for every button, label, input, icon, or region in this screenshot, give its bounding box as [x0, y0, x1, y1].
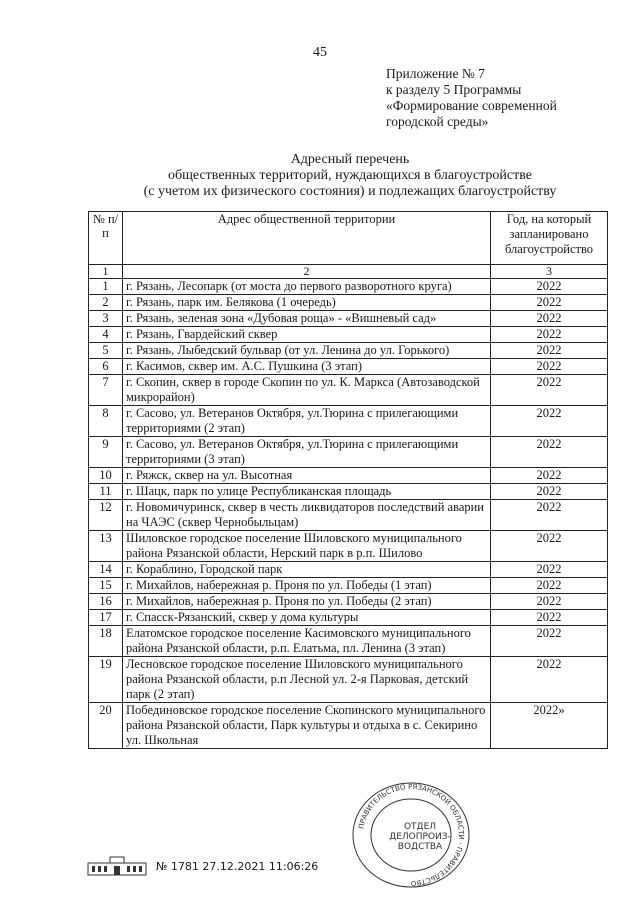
- row-number: 16: [89, 594, 123, 610]
- row-year: 2022: [491, 279, 608, 295]
- row-address: г. Шацк, парк по улице Республиканская площадь: [123, 484, 491, 500]
- territory-table: [88, 211, 608, 749]
- row-number: 1: [89, 279, 123, 295]
- title-line-3: (с учетом их физического состояния) и подлежащих благоустройству: [143, 184, 557, 199]
- row-address: Елатомское городское поселение Касимовского муниципального района Рязанской области, р.п. Елатьма, пл. Ленина (3 этап): [123, 626, 491, 657]
- table-row: [89, 484, 608, 500]
- table-row: [89, 327, 608, 343]
- header-address: Адрес общественной территории: [123, 212, 491, 265]
- table-row: [89, 594, 608, 610]
- row-year: 2022: [491, 500, 608, 531]
- row-address: г. Рязань, Лыбедский бульвар (от ул. Ленина до ул. Горького): [123, 343, 491, 359]
- row-year: 2022: [491, 295, 608, 311]
- document-title: [0, 152, 640, 200]
- row-year: 2022: [491, 359, 608, 375]
- building-emblem-icon: [86, 855, 148, 877]
- row-number: 6: [89, 359, 123, 375]
- registration-number: № 1781 27.12.2021 11:06:26: [156, 859, 319, 873]
- row-number: 2: [89, 295, 123, 311]
- row-address: г. Рязань, Гвардейский сквер: [123, 327, 491, 343]
- index-cell: 2: [123, 265, 491, 279]
- row-address: г. Скопин, сквер в городе Скопин по ул. К. Маркса (Автозаводской микрорайон): [123, 375, 491, 406]
- row-number: 12: [89, 500, 123, 531]
- svg-text:ПРАВИТЕЛЬСТВО РЯЗАНСКОЙ ОБЛАСТ: ПРАВИТЕЛЬСТВО РЯЗАНСКОЙ ОБЛАСТИ · ПРАВИТЕЛЬСТВО: [357, 782, 466, 888]
- row-address: г. Ряжск, сквер на ул. Высотная: [123, 468, 491, 484]
- index-cell: 1: [89, 265, 123, 279]
- row-year: 2022»: [491, 703, 608, 749]
- table-row: [89, 703, 608, 749]
- row-number: 8: [89, 406, 123, 437]
- row-year: 2022: [491, 375, 608, 406]
- row-number: 5: [89, 343, 123, 359]
- row-year: 2022: [491, 311, 608, 327]
- row-number: 4: [89, 327, 123, 343]
- row-number: 17: [89, 610, 123, 626]
- appendix-caption: [386, 66, 557, 130]
- appendix-line-3: «Формирование современной: [386, 98, 557, 113]
- seal-center-text: ОТДЕЛ ДЕЛОПРОИЗ- ВОДСТВА: [389, 822, 451, 852]
- row-address: г. Рязань, парк им. Белякова (1 очередь): [123, 295, 491, 311]
- row-address: Побединовское городское поселение Скопинского муниципального района Рязанской области, Парк культуры и отдыха в с. Секирино ул. Школьная: [123, 703, 491, 749]
- row-number: 13: [89, 531, 123, 562]
- row-year: 2022: [491, 626, 608, 657]
- row-number: 3: [89, 311, 123, 327]
- header-number: № п/п: [89, 212, 123, 265]
- row-year: 2022: [491, 562, 608, 578]
- table-row: [89, 657, 608, 703]
- row-address: г. Кораблино, Городской парк: [123, 562, 491, 578]
- row-address: г. Спасск-Рязанский, сквер у дома культуры: [123, 610, 491, 626]
- table-row: [89, 500, 608, 531]
- row-number: 14: [89, 562, 123, 578]
- table-row: [89, 610, 608, 626]
- table-row: [89, 311, 608, 327]
- row-address: г. Михайлов, набережная р. Проня по ул. Победы (2 этап): [123, 594, 491, 610]
- row-number: 10: [89, 468, 123, 484]
- row-number: 20: [89, 703, 123, 749]
- row-number: 18: [89, 626, 123, 657]
- table-row: [89, 468, 608, 484]
- appendix-line-2: к разделу 5 Программы: [386, 82, 522, 97]
- table-row: [89, 359, 608, 375]
- row-year: 2022: [491, 531, 608, 562]
- table-row: [89, 375, 608, 406]
- table-row: [89, 437, 608, 468]
- row-year: 2022: [491, 484, 608, 500]
- table-row: [89, 626, 608, 657]
- row-year: 2022: [491, 437, 608, 468]
- table-row: [89, 295, 608, 311]
- row-year: 2022: [491, 657, 608, 703]
- row-number: 11: [89, 484, 123, 500]
- row-number: 19: [89, 657, 123, 703]
- appendix-line-4: городской среды»: [386, 114, 489, 129]
- table-row: [89, 406, 608, 437]
- row-year: 2022: [491, 594, 608, 610]
- table-index-row: [89, 265, 608, 279]
- row-address: г. Новомичуринск, сквер в честь ликвидаторов последствий аварии на ЧАЭС (сквер Чернобыльцам): [123, 500, 491, 531]
- row-number: 9: [89, 437, 123, 468]
- header-year: Год, на который запланировано благоустройство: [491, 212, 608, 265]
- table-row: [89, 562, 608, 578]
- row-address: г. Михайлов, набережная р. Проня по ул. Победы (1 этап): [123, 578, 491, 594]
- index-cell: 3: [491, 265, 608, 279]
- row-address: Шиловское городское поселение Шиловского муниципального района Рязанской области, Нерский парк в р.п. Шилово: [123, 531, 491, 562]
- row-address: г. Сасово, ул. Ветеранов Октября, ул.Тюрина с прилегающими территориями (2 этап): [123, 406, 491, 437]
- table-header-row: [89, 212, 608, 265]
- row-number: 7: [89, 375, 123, 406]
- row-address: г. Касимов, сквер им. А.С. Пушкина (3 этап): [123, 359, 491, 375]
- table-row: [89, 279, 608, 295]
- table-row: [89, 343, 608, 359]
- title-line-2: общественных территорий, нуждающихся в благоустройстве: [168, 168, 532, 183]
- page-number: 45: [313, 45, 327, 60]
- row-address: г. Рязань, Лесопарк (от моста до первого разворотного круга): [123, 279, 491, 295]
- row-year: 2022: [491, 578, 608, 594]
- row-year: 2022: [491, 406, 608, 437]
- row-number: 15: [89, 578, 123, 594]
- row-address: г. Рязань, зеленая зона «Дубовая роща» - «Вишневый сад»: [123, 311, 491, 327]
- row-year: 2022: [491, 468, 608, 484]
- table-row: [89, 531, 608, 562]
- row-address: г. Сасово, ул. Ветеранов Октября, ул.Тюрина с прилегающими территориями (3 этап): [123, 437, 491, 468]
- row-year: 2022: [491, 343, 608, 359]
- table-row: [89, 578, 608, 594]
- title-line-1: Адресный перечень: [290, 152, 410, 167]
- row-year: 2022: [491, 610, 608, 626]
- row-year: 2022: [491, 327, 608, 343]
- row-address: Лесновское городское поселение Шиловского муниципального района Рязанской области, р.п Лесной ул. 2-я Парковая, детский парк (2 этап): [123, 657, 491, 703]
- appendix-line-1: Приложение № 7: [386, 66, 485, 81]
- footer: [86, 855, 318, 877]
